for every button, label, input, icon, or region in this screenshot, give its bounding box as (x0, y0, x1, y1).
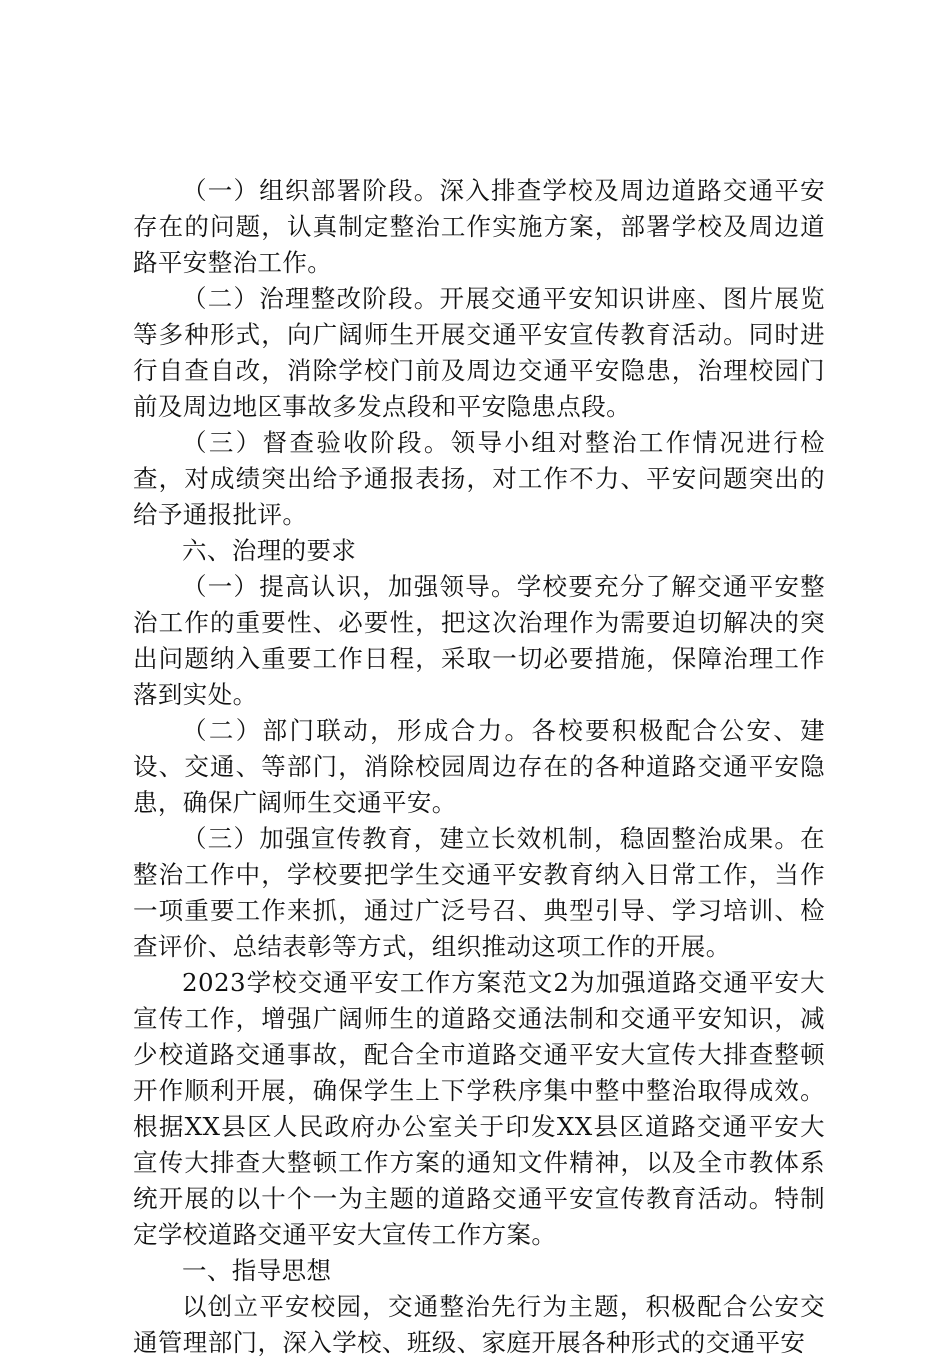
paragraph-stage-1: （一）组织部署阶段。深入排查学校及周边道路交通平安存在的问题，认真制定整治工作实施方案，部署学校及周边道路平安整治工作。 (133, 176, 825, 277)
document-body (133, 173, 825, 1361)
paragraph-stage-3: （三）督查验收阶段。领导小组对整治工作情况进行检查，对成绩突出给予通报表扬，对工作不力、平安问题突出的给予通报批评。 (133, 428, 825, 529)
paragraph-stage-2: （二）治理整改阶段。开展交通平安知识讲座、图片展览等多种形式，向广阔师生开展交通平安宣传教育活动。同时进行自查自改，消除学校门前及周边交通平安隐患，治理校园门前及周边地区事故多发点段和平安隐患点段。 (133, 284, 825, 421)
paragraph-guiding-ideology: 以创立平安校园，交通整治先行为主题，积极配合公安交通管理部门，深入学校、班级、家庭开展各种形式的交通平安 (133, 1292, 825, 1357)
paragraph-requirement-1: （一）提高认识，加强领导。学校要充分了解交通平安整治工作的重要性、必要性，把这次治理作为需要迫切解决的突出问题纳入重要工作日程，采取一切必要措施，保障治理工作落到实处。 (133, 572, 825, 709)
section-heading-requirements: 六、治理的要求 (182, 536, 357, 565)
section-heading-guiding-ideology: 一、指导思想 (182, 1256, 332, 1285)
paragraph-requirement-3: （三）加强宣传教育，建立长效机制，稳固整治成果。在整治工作中，学校要把学生交通平安教育纳入日常工作，当作一项重要工作来抓，通过广泛号召、典型引导、学习培训、检查评价、总结表彰等方式，组织推动这项工作的开展。 (133, 824, 825, 961)
paragraph-requirement-2: （二）部门联动，形成合力。各校要积极配合公安、建设、交通、等部门，消除校园周边存在的各种道路交通平安隐患，确保广阔师生交通平安。 (133, 716, 825, 817)
paragraph-plan-2-intro: 2023学校交通平安工作方案范文2为加强道路交通平安大宣传工作，增强广阔师生的道路交通法制和交通平安知识，减少校道路交通事故，配合全市道路交通平安大宣传大排查整顿开作顺利开展，确保学生上下学秩序集中整中整治取得成效。根据XX县区人民政府办公室关于印发XX县区道路交通平安大宣传大排查大整顿工作方案的通知文件精神，以及全市教体系统开展的以十个一为主题的道路交通平安宣传教育活动。特制定学校道路交通平安大宣传工作方案。 (133, 968, 825, 1249)
